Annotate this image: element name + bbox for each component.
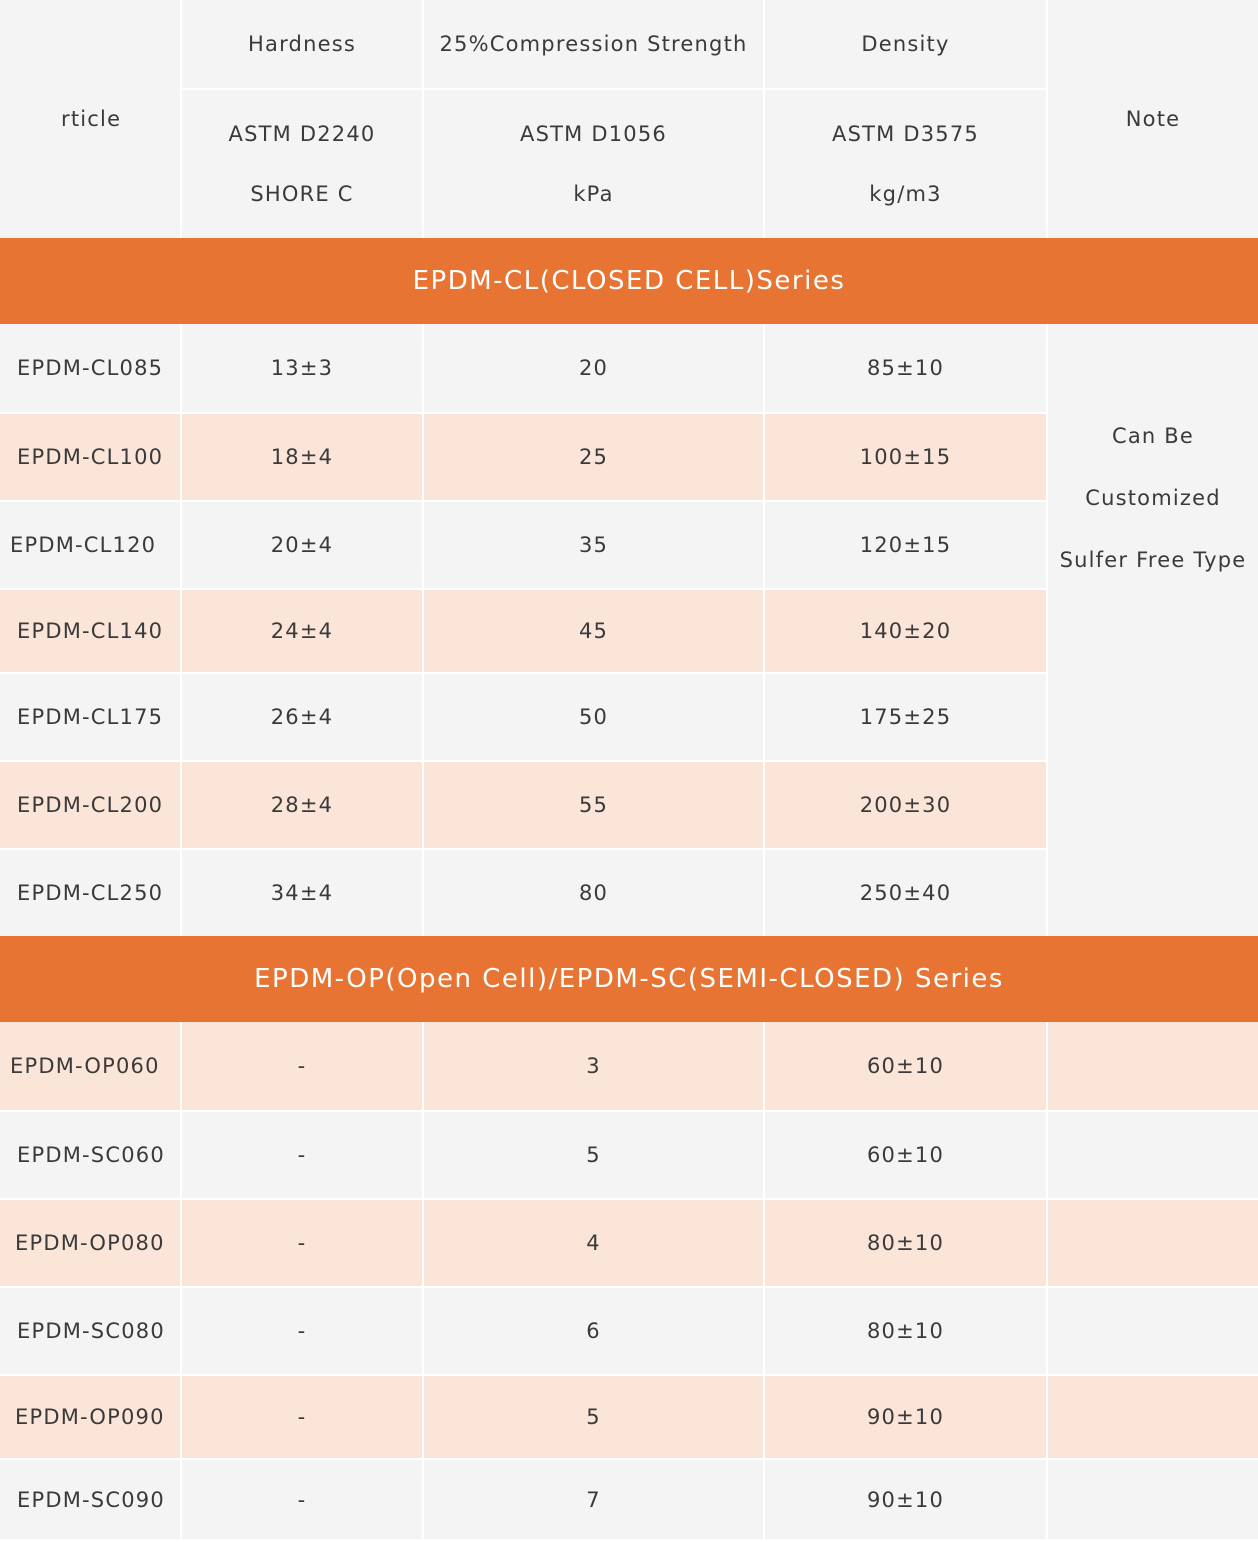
cl-row-2-compression: 25 <box>422 412 763 500</box>
header-density-unit: kg/m3 <box>869 182 942 206</box>
op-row-1-hardness: - <box>180 1022 422 1110</box>
cl-row-3-density: 120±15 <box>763 500 1046 588</box>
op-row-5-compression: 5 <box>422 1374 763 1458</box>
cl-note-line-3: Sulfer Free Type <box>1059 548 1247 572</box>
cl-note-cell <box>1046 324 1258 936</box>
cl-row-5-density: 175±25 <box>763 672 1046 760</box>
op-row-4-hardness: - <box>180 1286 422 1374</box>
header-article: rticle <box>0 0 180 238</box>
cl-row-1-article: EPDM-CL085 <box>0 324 180 412</box>
series-op-title: EPDM-OP(Open Cell)/EPDM-SC(SEMI-CLOSED) Series <box>0 936 1258 1022</box>
op-row-3-hardness: - <box>180 1198 422 1286</box>
op-row-4-density: 80±10 <box>763 1286 1046 1374</box>
cl-note-line-2: Customized <box>1085 486 1221 510</box>
header-hardness-std: ASTM D2240 <box>228 122 376 146</box>
cl-row-5-article: EPDM-CL175 <box>0 672 180 760</box>
cl-row-7-hardness: 34±4 <box>180 848 422 936</box>
cl-row-1-density: 85±10 <box>763 324 1046 412</box>
cl-row-4-hardness: 24±4 <box>180 588 422 672</box>
cl-row-3-hardness: 20±4 <box>180 500 422 588</box>
op-row-4-compression: 6 <box>422 1286 763 1374</box>
op-row-6-density: 90±10 <box>763 1458 1046 1539</box>
header-compression-std-cell <box>422 88 763 238</box>
header-compression: 25%Compression Strength <box>422 0 763 88</box>
cl-row-6-density: 200±30 <box>763 760 1046 848</box>
cl-row-3-article: EPDM-CL120 <box>0 500 180 588</box>
header-density: Density <box>763 0 1046 88</box>
cl-row-1-compression: 20 <box>422 324 763 412</box>
header-hardness-std-cell <box>180 88 422 238</box>
op-row-6-note <box>1046 1458 1258 1539</box>
op-row-3-compression: 4 <box>422 1198 763 1286</box>
header-note: Note <box>1046 0 1258 238</box>
cl-row-5-hardness: 26±4 <box>180 672 422 760</box>
cl-row-4-density: 140±20 <box>763 588 1046 672</box>
op-row-2-note <box>1046 1110 1258 1198</box>
op-row-4-note <box>1046 1286 1258 1374</box>
cl-row-4-article: EPDM-CL140 <box>0 588 180 672</box>
header-hardness: Hardness <box>180 0 422 88</box>
header-compression-unit: kPa <box>573 182 614 206</box>
op-row-1-density: 60±10 <box>763 1022 1046 1110</box>
op-row-6-compression: 7 <box>422 1458 763 1539</box>
cl-row-2-density: 100±15 <box>763 412 1046 500</box>
op-row-6-article: EPDM-SC090 <box>0 1458 180 1539</box>
cl-row-2-article: EPDM-CL100 <box>0 412 180 500</box>
op-row-5-note <box>1046 1374 1258 1458</box>
cl-row-7-article: EPDM-CL250 <box>0 848 180 936</box>
op-row-1-article: EPDM-OP060 <box>0 1022 180 1110</box>
cl-row-5-compression: 50 <box>422 672 763 760</box>
op-row-5-hardness: - <box>180 1374 422 1458</box>
op-row-4-article: EPDM-SC080 <box>0 1286 180 1374</box>
series-cl-title: EPDM-CL(CLOSED CELL)Series <box>0 238 1258 324</box>
op-row-3-note <box>1046 1198 1258 1286</box>
cl-row-2-hardness: 18±4 <box>180 412 422 500</box>
op-row-1-compression: 3 <box>422 1022 763 1110</box>
op-row-1-note <box>1046 1022 1258 1110</box>
op-row-2-density: 60±10 <box>763 1110 1046 1198</box>
op-row-3-article: EPDM-OP080 <box>0 1198 180 1286</box>
header-density-std-cell <box>763 88 1046 238</box>
header-hardness-unit: SHORE C <box>250 182 354 206</box>
header-density-std: ASTM D3575 <box>832 122 979 146</box>
cl-row-7-density: 250±40 <box>763 848 1046 936</box>
cl-row-6-article: EPDM-CL200 <box>0 760 180 848</box>
cl-row-1-hardness: 13±3 <box>180 324 422 412</box>
op-row-2-article: EPDM-SC060 <box>0 1110 180 1198</box>
cl-row-3-compression: 35 <box>422 500 763 588</box>
header-compression-std: ASTM D1056 <box>520 122 667 146</box>
cl-row-6-hardness: 28±4 <box>180 760 422 848</box>
op-row-2-compression: 5 <box>422 1110 763 1198</box>
cl-note-line-1: Can Be <box>1111 424 1195 448</box>
cl-row-6-compression: 55 <box>422 760 763 848</box>
cl-row-4-compression: 45 <box>422 588 763 672</box>
op-row-6-hardness: - <box>180 1458 422 1539</box>
cl-row-7-compression: 80 <box>422 848 763 936</box>
op-row-5-density: 90±10 <box>763 1374 1046 1458</box>
op-row-3-density: 80±10 <box>763 1198 1046 1286</box>
op-row-5-article: EPDM-OP090 <box>0 1374 180 1458</box>
op-row-2-hardness: - <box>180 1110 422 1198</box>
